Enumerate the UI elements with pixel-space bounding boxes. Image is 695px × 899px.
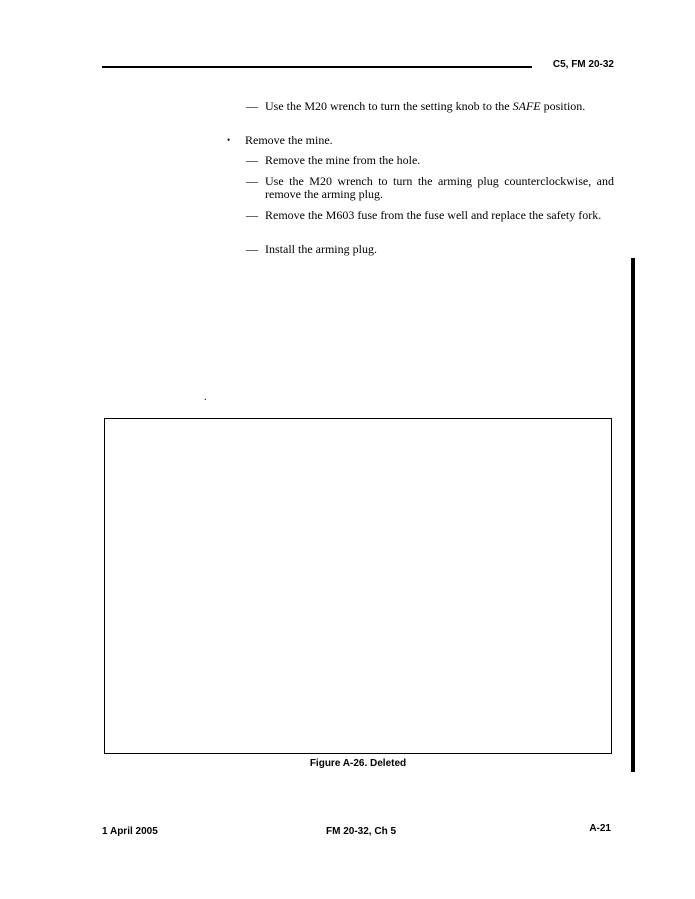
step-install-arming-plug <box>246 243 614 256</box>
figure-frame <box>104 418 612 754</box>
bullet-text: Remove the mine. <box>245 133 333 147</box>
step-text <box>265 100 614 113</box>
dash-marker: — <box>246 174 258 188</box>
dash-marker: — <box>246 99 258 113</box>
footer-manual: FM 20-32, Ch 5 <box>326 826 397 837</box>
footer-date: 1 April 2005 <box>102 826 158 837</box>
stray-mark: . <box>204 392 207 403</box>
step-text-part: position. <box>540 99 586 113</box>
change-bar <box>631 258 635 772</box>
header-label: C5, FM 20-32 <box>552 59 614 70</box>
step-remove-from-hole <box>246 154 614 167</box>
step-replace-safety-fork <box>246 209 614 222</box>
step-text-part: Use the M20 wrench to turn the setting knob to the <box>265 99 513 113</box>
step-set-knob-safe <box>246 100 614 113</box>
safe-emphasis: SAFE <box>512 99 541 113</box>
step-text: Remove the M603 fuse from the fuse well and replace the safety fork. <box>265 208 602 222</box>
step-text: Use the M20 wrench to turn the arming plug counterclockwise, and remove the arming plug. <box>265 174 614 201</box>
figure-caption: Figure A-26. Deleted <box>309 758 407 769</box>
header-rule <box>102 66 532 68</box>
step-remove-arming-plug <box>246 175 614 201</box>
step-text: Install the arming plug. <box>265 242 377 256</box>
bullet-remove-mine <box>227 134 614 147</box>
dash-marker: — <box>246 208 258 222</box>
dash-marker: — <box>246 153 258 167</box>
bullet-marker: • <box>227 135 231 145</box>
dash-marker: — <box>246 242 258 256</box>
step-text: Remove the mine from the hole. <box>265 153 421 167</box>
footer-page-number: A-21 <box>589 823 611 834</box>
